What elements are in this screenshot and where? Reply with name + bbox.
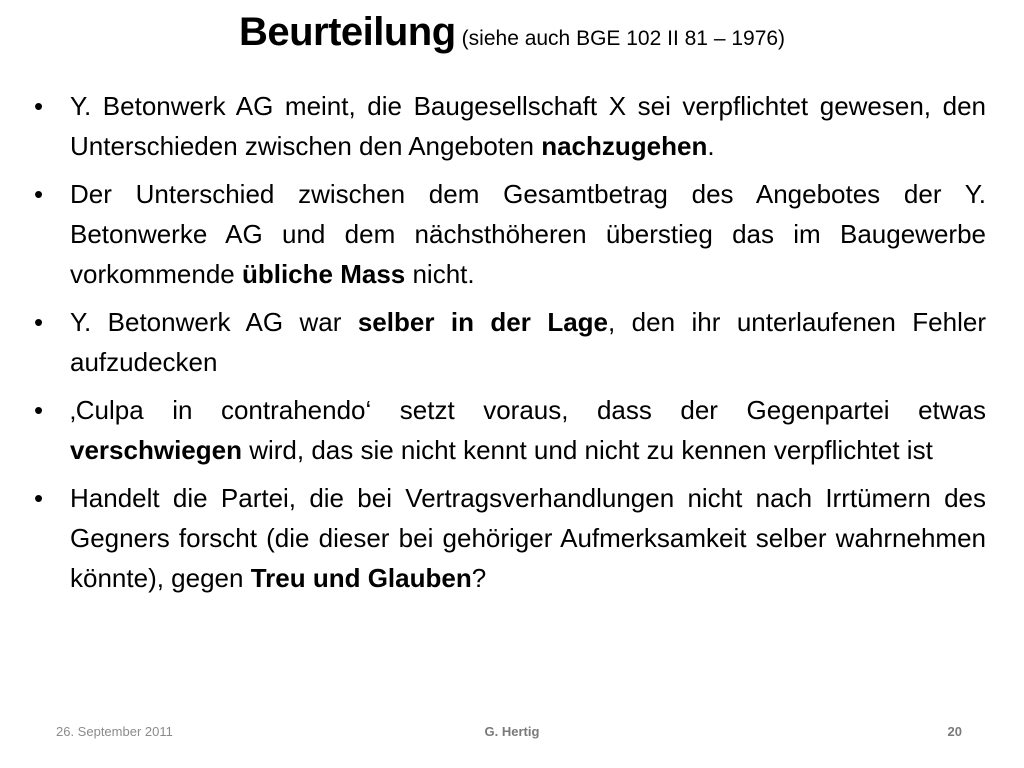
- bullet-text-segment: .: [707, 131, 715, 161]
- bullet-text-segment: , den ihr unterlaufenen Fehler aufzudecken: [70, 307, 986, 377]
- bullet-item: [34, 390, 986, 470]
- bullet-text: [70, 483, 986, 593]
- footer-page-number: 20: [947, 724, 962, 739]
- bullet-dot-icon: [34, 302, 70, 342]
- bullet-emphasis: selber in der Lage: [357, 307, 609, 337]
- bullet-text-segment: Y. Betonwerk AG meint, die Baugesellschaft X sei verpflichtet gewesen, den Unterschieden zwischen den Angeboten: [70, 91, 986, 161]
- bullet-dot-icon: [34, 174, 70, 214]
- bullet-text-segment: Handelt die Partei, die bei Vertragsverhandlungen nicht nach Irrtümern des Gegners forscht (die dieser bei gehöriger Aufmerksamkeit selber wahrnehmen könnte), gegen: [70, 483, 986, 593]
- title-reference: (siehe auch BGE 102 II 81 – 1976): [461, 27, 786, 50]
- slide-title: [0, 10, 1024, 54]
- bullet-emphasis: nachzugehen: [541, 131, 708, 161]
- bullet-emphasis: übliche Mass: [241, 259, 406, 289]
- bullet-item: [34, 174, 986, 294]
- bullet-text-segment: nicht.: [405, 259, 475, 289]
- bullet-dot-icon: [34, 478, 70, 518]
- bullet-dot-icon: [34, 390, 70, 430]
- footer-author: G. Hertig: [484, 724, 540, 739]
- bullet-emphasis: Treu und Glauben: [250, 563, 472, 593]
- bullet-text: [70, 179, 986, 289]
- bullet-emphasis: verschwiegen: [70, 435, 242, 465]
- bullet-text: [70, 395, 986, 465]
- bullet-text: [70, 307, 986, 377]
- bullet-text: [70, 91, 986, 161]
- bullet-text-segment: ‚Culpa in contrahendo‘ setzt voraus, dass der Gegenpartei etwas: [70, 395, 986, 425]
- bullet-list: [34, 86, 986, 606]
- bullet-item: [34, 478, 986, 598]
- bullet-text-segment: Der Unterschied zwischen dem Gesamtbetrag des Angebotes der Y. Betonwerke AG und dem nächsthöheren überstieg das im Baugewerbe vorkommende: [70, 179, 986, 289]
- bullet-item: [34, 86, 986, 166]
- bullet-text-segment: ?: [471, 563, 487, 593]
- bullet-text-segment: Y. Betonwerk AG war: [70, 307, 358, 337]
- title-main: Beurteilung: [238, 10, 456, 54]
- bullet-item: [34, 302, 986, 382]
- bullet-dot-icon: [34, 86, 70, 126]
- bullet-text-segment: wird, das sie nicht kennt und nicht zu kennen verpflichtet ist: [241, 435, 933, 465]
- footer-date: 26. September 2011: [56, 724, 173, 739]
